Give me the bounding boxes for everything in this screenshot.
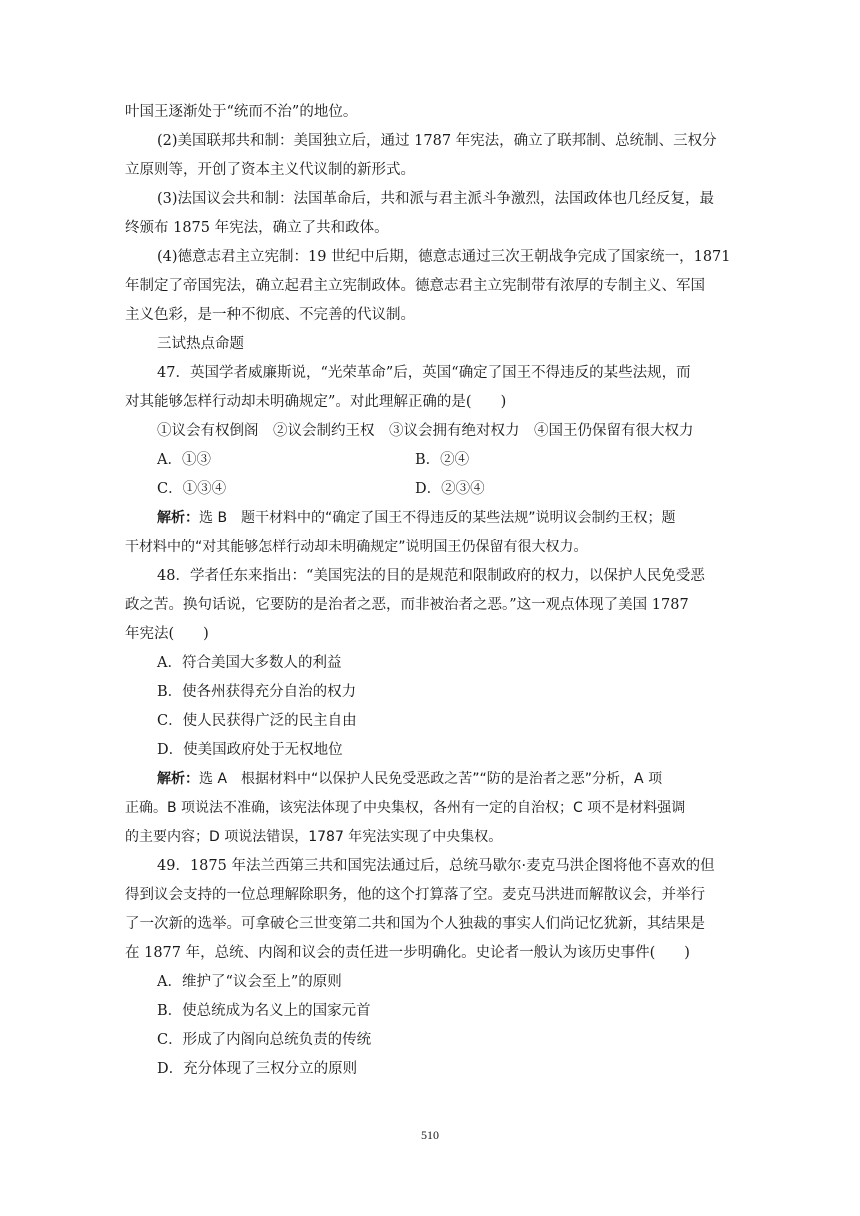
q49-option-d: D．充分体现了三权分立的原则 xyxy=(157,1061,358,1077)
q49-stem: 49．1875 年法兰西第三共和国宪法通过后，总统马歇尔·麦克马洪企图将他不喜欢的但 xyxy=(157,858,715,874)
explanation-text: 选 B 题干材料中的“确定了国王不得违反的某些法规”说明议会制约王权；题 xyxy=(199,510,676,526)
section-title: 三试热点命题 xyxy=(157,336,244,352)
q48-option-d: D．使美国政府处于无权地位 xyxy=(157,742,343,758)
q47-option-d: D．②③④ xyxy=(415,481,485,497)
paragraph-line: 叶国王逐渐处于“统而不治”的地位。 xyxy=(125,104,358,120)
paragraph-line: (3)法国议会共和制：法国革命后，共和派与君主派斗争激烈，法国政体也几经反复，最 xyxy=(157,191,715,207)
q47-option-a: A．①③ xyxy=(157,452,211,468)
paragraph-line: (4)德意志君主立宪制：19 世纪中后期，德意志通过三次王朝战争完成了国家统一，1871 xyxy=(157,249,731,265)
paragraph-line: 主义色彩，是一种不彻底、不完善的代议制。 xyxy=(125,307,415,323)
explanation-text: 选 A 根据材料中“以保护人民免受恶政之苦”“防的是治者之恶”分析，A 项 xyxy=(199,771,663,787)
q47-option-b: B．②④ xyxy=(415,452,470,468)
q48-explanation: 的主要内容；D 项说法错误，1787 年宪法实现了中央集权。 xyxy=(125,829,503,845)
q48-option-b: B．使各州获得充分自治的权力 xyxy=(157,684,357,700)
paragraph-line: (2)美国联邦共和制：美国独立后，通过 1787 年宪法，确立了联邦制、总统制、三权分 xyxy=(157,133,717,149)
q47-items: ①议会有权倒阁 ②议会制约王权 ③议会拥有绝对权力 ④国王仍保留有很大权力 xyxy=(157,423,694,439)
page-content xyxy=(125,98,735,1084)
q47-options-row xyxy=(125,475,735,504)
q48-option-a: A．符合美国大多数人的利益 xyxy=(157,655,342,671)
q48-option-c: C．使人民获得广泛的民主自由 xyxy=(157,713,357,729)
q47-explanation: 干材料中的“对其能够怎样行动却未明确规定”说明国王仍保留有很大权力。 xyxy=(125,539,588,555)
q48-stem: 年宪法( ) xyxy=(125,626,209,642)
paragraph-line: 终颁布 1875 年宪法，确立了共和政体。 xyxy=(125,220,389,236)
q49-stem: 在 1877 年，总统、内阁和议会的责任进一步明确化。史论者一般认为该历史事件( ) xyxy=(125,945,690,961)
q47-option-c: C．①③④ xyxy=(157,481,227,497)
q48-explanation: 正确。B 项说法不准确，该宪法体现了中央集权，各州有一定的自治权；C 项不是材料强调 xyxy=(125,800,686,816)
q47-stem: 对其能够怎样行动却未明确规定”。对此理解正确的是( ) xyxy=(125,394,507,410)
explanation-label: 解析： xyxy=(157,510,199,526)
q47-options-row xyxy=(125,446,735,475)
q47-stem: 47．英国学者威廉斯说，“光荣革命”后，英国“确定了国王不得违反的某些法规，而 xyxy=(157,365,691,381)
q48-stem: 48．学者任东来指出：“美国宪法的目的是规范和限制政府的权力，以保护人民免受恶 xyxy=(157,568,705,584)
page-number: 510 xyxy=(421,1128,439,1142)
q48-explanation xyxy=(125,765,735,794)
q47-explanation xyxy=(125,504,735,533)
explanation-label: 解析： xyxy=(157,771,199,787)
q49-stem: 了一次新的选举。可拿破仑三世变第二共和国为个人独裁的事实人们尚记忆犹新，其结果是 xyxy=(125,916,705,932)
q48-stem: 政之苦。换句话说，它要防的是治者之恶，而非被治者之恶。”这一观点体现了美国 1787 xyxy=(125,597,689,613)
q49-stem: 得到议会支持的一位总理解除职务，他的这个打算落了空。麦克马洪进而解散议会，并举行 xyxy=(125,887,705,903)
q49-option-c: C．形成了内阁向总统负责的传统 xyxy=(157,1032,372,1048)
q49-option-a: A．维护了“议会至上”的原则 xyxy=(157,974,342,990)
q49-option-b: B．使总统成为名义上的国家元首 xyxy=(157,1003,371,1019)
paragraph-line: 立原则等，开创了资本主义代议制的新形式。 xyxy=(125,162,415,178)
paragraph-line: 年制定了帝国宪法，确立起君主立宪制政体。德意志君主立宪制带有浓厚的专制主义、军国 xyxy=(125,278,705,294)
